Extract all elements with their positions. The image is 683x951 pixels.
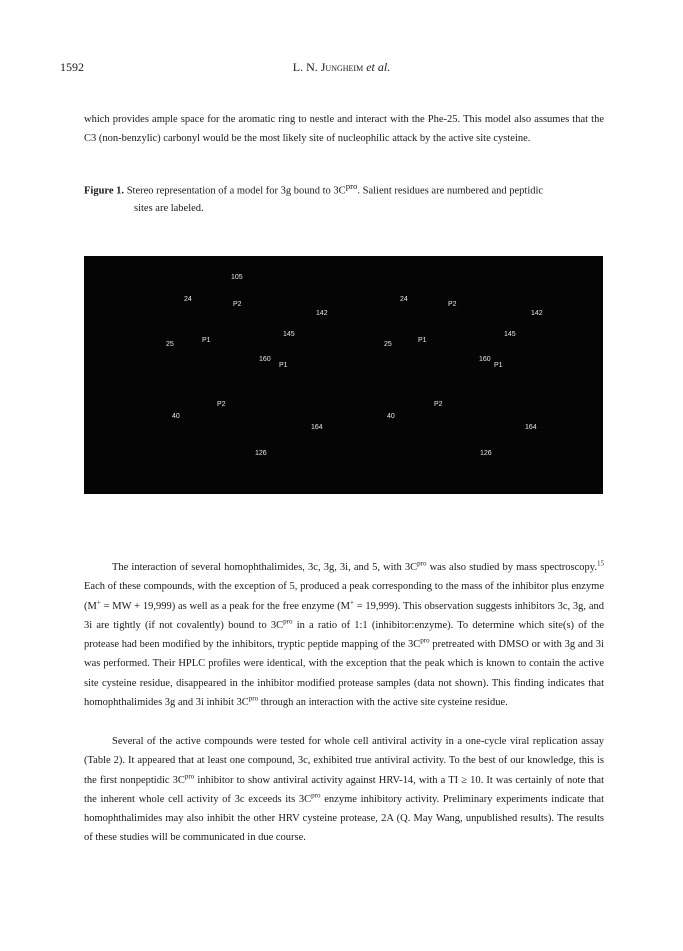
para2-sup-4: + bbox=[349, 598, 354, 607]
para3-text-1: Several of the active compounds were tested for whole cell antiviral activity in a one-cycle viral replication assay (Table 2). It appeared that at least one compound, 3c, exhibited true antiviral activity. To the best of our knowledge, this is the first nonpeptidic 3C bbox=[84, 736, 604, 786]
para2-sup-2: 15 bbox=[597, 559, 604, 568]
right-stereo-view bbox=[384, 296, 543, 457]
label-p1-center: P1 bbox=[279, 362, 288, 369]
label-126: 126 bbox=[255, 450, 267, 457]
label-142: 142 bbox=[531, 310, 543, 317]
label-164: 164 bbox=[525, 424, 537, 431]
para2-sup-6: pro bbox=[420, 636, 430, 645]
caption-text-1: Stereo representation of a model for 3g bound to 3C bbox=[126, 185, 346, 197]
para2-text-6: in a ratio of 1:1 (inhibitor:enzyme). To determine which site(s) of the protease had been modified by the inhibitors, tryptic peptide mapping of the 3C bbox=[84, 619, 604, 651]
label-p1-left: P1 bbox=[202, 337, 211, 344]
stereo-figure-canvas bbox=[84, 256, 603, 494]
para2-text-2: was also studied by mass spectroscopy. bbox=[426, 562, 597, 573]
caption-sup: pro bbox=[345, 181, 358, 191]
label-p2-bottom: P2 bbox=[434, 401, 443, 408]
label-145: 145 bbox=[504, 331, 516, 338]
para3-text-2: inhibitor to show antiviral activity against HRV-14, with a TI ≥ 10. It was certainly of note that the inherent whole cell activity of 3c exceeds its 3C bbox=[84, 774, 604, 805]
label-p1-left: P1 bbox=[418, 337, 427, 344]
label-p2-top: P2 bbox=[233, 301, 242, 308]
label-24: 24 bbox=[400, 296, 408, 303]
label-164: 164 bbox=[311, 424, 323, 431]
running-header bbox=[0, 60, 683, 75]
label-160: 160 bbox=[479, 356, 491, 363]
para2-text-1: The interaction of several homophthalimides, 3c, 3g, 3i, and 5, with 3C bbox=[112, 562, 418, 573]
label-25: 25 bbox=[166, 341, 174, 348]
para2-text-3: Each of these compounds, with the exception of 5, produced a peak corresponding to the mass of the inhibitor plus enzyme (M bbox=[84, 581, 604, 612]
label-25: 25 bbox=[384, 341, 392, 348]
figure-caption bbox=[84, 178, 604, 217]
stereo-figure bbox=[84, 256, 603, 494]
label-142: 142 bbox=[316, 310, 328, 317]
paragraph-mass-spectroscopy bbox=[84, 558, 604, 712]
caption-line-2: sites are labeled. bbox=[134, 202, 204, 214]
para2-sup-5: pro bbox=[283, 617, 293, 626]
label-p2-top: P2 bbox=[448, 301, 457, 308]
para3-sup-2: pro bbox=[311, 791, 321, 800]
para3-text-3: enzyme inhibitory activity. Preliminary experiments indicate that homophthalimides may also inhibit the other HRV cysteine protease, 2A (Q. May Wang, unpublished results). The results of these studies will be communicated in due course. bbox=[84, 793, 604, 844]
label-40: 40 bbox=[172, 413, 180, 420]
label-145: 145 bbox=[283, 331, 295, 338]
para2-text-8: through an interaction with the active site cysteine residue. bbox=[258, 697, 508, 709]
caption-line-1 bbox=[84, 178, 604, 200]
label-126: 126 bbox=[480, 450, 492, 457]
header-et-al: et al. bbox=[366, 60, 391, 74]
para2-sup-3: + bbox=[96, 598, 101, 607]
paragraph-model-description: which provides ample space for the aromatic ring to nestle and interact with the Phe-25. This model also assumes that the C3 (non-benzylic) carbonyl would be the most likely site of nucleophilic attack by the active site cysteine. bbox=[84, 114, 604, 145]
label-p1-center: P1 bbox=[494, 362, 503, 369]
figure-label: Figure 1. bbox=[84, 185, 125, 197]
label-105: 105 bbox=[231, 274, 243, 281]
para2-sup-1: pro bbox=[417, 559, 427, 568]
para2-text-5: = 19,999). This observation suggests inhibitors 3c, 3g, and 3i are tightly (if not covalently) bound to 3C bbox=[84, 600, 604, 631]
label-p2-bottom: P2 bbox=[217, 401, 226, 408]
para2-text-4: = MW + 19,999) as well as a peak for the free enzyme (M bbox=[100, 600, 350, 612]
para2-text-7: pretreated with DMSO or with 3g and 3i was performed. Their HPLC profiles were identical, with the exception that the peak which is known to contain the active site cysteine residue, disappeared in the inhibitor modified protease samples (data not shown). This finding indicates that homophthalimides 3g and 3i inhibit 3C bbox=[84, 639, 604, 709]
para2-sup-7: pro bbox=[248, 694, 259, 703]
caption-text-1-end: . Salient residues are numbered and peptidic bbox=[357, 185, 544, 197]
para3-sup-1: pro bbox=[184, 772, 195, 781]
label-40: 40 bbox=[387, 413, 395, 420]
label-160: 160 bbox=[259, 356, 271, 363]
paragraph-antiviral-activity bbox=[84, 732, 604, 848]
header-authors: L. N. Jungheim bbox=[292, 60, 364, 74]
page-number: 1592 bbox=[60, 60, 84, 74]
label-24: 24 bbox=[184, 296, 192, 303]
left-stereo-view bbox=[166, 274, 328, 457]
